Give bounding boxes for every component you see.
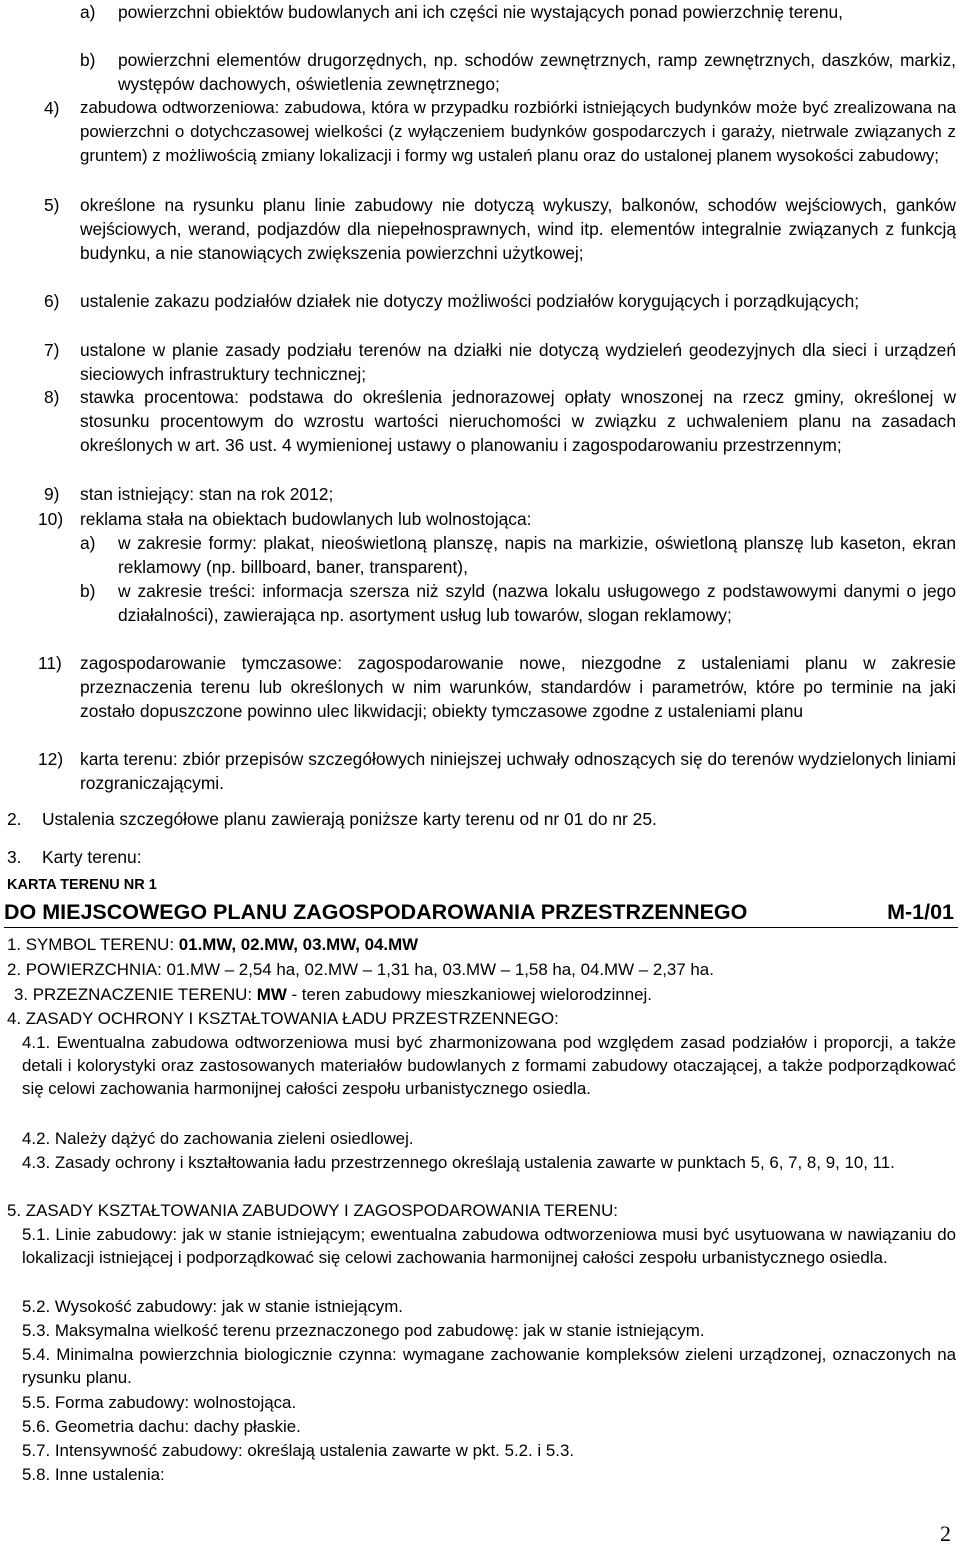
section-4-1: [22, 1032, 956, 1100]
list-item-12: [38, 747, 956, 795]
list-item-number: 5): [44, 195, 60, 215]
section-5-5: 5.5. Forma zabudowy: wolnostojąca.: [22, 1393, 297, 1412]
section-2: 2. POWIERZCHNIA: 01.MW – 2,54 ha, 02.MW – 1,31 ha, 03.MW – 1,58 ha, 04.MW – 2,37 ha.: [7, 960, 714, 979]
list-item-10a: [80, 531, 956, 579]
list-item-number: b): [80, 50, 96, 70]
list-item-text: powierzchni elementów drugorzędnych, np. schodów zewnętrznych, ramp zewnętrznych, daszków, markiz, występów dachowych, oświetlenia zewnętrznego;: [118, 50, 956, 95]
list-item-text: określone na rysunku planu linie zabudowy nie dotyczą wykuszy, balkonów, schodów wejściowych, ganków wejściowych, werand, podjazdów dla niepełnosprawnych, wind itp. elementów integralnie związanych z funkcją budynku, a nie stanowiących zwiększenia powierzchni użytkowej;: [80, 195, 956, 264]
section-5: 5. ZASADY KSZTAŁTOWANIA ZABUDOWY I ZAGOSPODAROWANIA TERENU:: [7, 1201, 618, 1220]
point-text: Karty terenu:: [42, 847, 142, 867]
point-number: 3.: [7, 847, 22, 867]
list-item-number: 10): [38, 509, 64, 529]
list-item-text: stan istniejący: stan na rok 2012;: [80, 484, 334, 504]
karta-label: KARTA TERENU NR 1: [7, 877, 157, 893]
point-2: [7, 807, 956, 831]
section-1: [7, 934, 956, 957]
page-number: 2: [940, 1521, 951, 1546]
karta-code: M-1/01: [887, 900, 954, 924]
point-3: [7, 845, 956, 869]
section-5-3: 5.3. Maksymalna wielkość terenu przeznaczonego pod zabudowę: jak w stanie istniejącym.: [22, 1321, 705, 1340]
list-item-text: karta terenu: zbiór przepisów szczegółowych niniejszej uchwały odnoszących się do terenów wydzielonych liniami rozgraniczającymi.: [80, 749, 956, 794]
list-item-text: ustalone w planie zasady podziału terenów na działki nie dotyczą wydzieleń geodezyjnych dla sieci i urządzeń sieciowych infrastruktury technicznej;: [80, 340, 956, 385]
section-5-1: 5.1. Linie zabudowy: jak w stanie istniejącym; ewentualna zabudowa odtworzeniowa musi być usytuowana w nawiązaniu do lokalizacji istniejącej i podporządkować się celowi zachowania harmonijnej całości zespołu urbanistycznego osiedla.: [22, 1225, 956, 1267]
list-item-a-top: [80, 0, 956, 24]
list-item-number: 7): [44, 340, 60, 360]
list-item-text: powierzchni obiektów budowlanych ani ich części nie wystających ponad powierzchnię terenu,: [118, 2, 844, 22]
section-3-symbol: MW: [256, 985, 287, 1004]
list-item-b-top: [80, 48, 956, 96]
section-1-value: 01.MW, 02.MW, 03.MW, 04.MW: [178, 935, 419, 954]
list-item-number: 12): [38, 749, 64, 769]
list-item-number: 8): [44, 387, 60, 407]
list-item-8: [44, 385, 956, 458]
list-item-text: reklama stała na obiektach budowlanych lub wolnostojąca:: [80, 509, 532, 529]
list-item-text: w zakresie treści: informacja szersza niż szyld (nazwa lokalu usługowego z podstawowymi danymi o jego działalności), zawierająca np. asortyment usług lub towarów, slogan reklamowy;: [118, 581, 956, 626]
section-1-label: 1. SYMBOL TERENU:: [7, 935, 179, 954]
list-item-5: [44, 193, 956, 266]
section-3-label: 3. PRZEZNACZENIE TERENU:: [14, 985, 257, 1004]
list-item-number: 4): [44, 98, 60, 118]
section-3: [14, 984, 956, 1007]
list-item-text: zagospodarowanie tymczasowe: zagospodarowanie nowe, niezgodne z ustaleniami planu w zakresie przeznaczenia terenu lub określonych w nim warunków, standardów i parametrów, które po terminie na jaki zostało dopuszczone powinno ulec likwidacji; obiekty tymczasowe zgodne z ustaleniami planu: [80, 653, 956, 722]
section-5-7: 5.7. Intensywność zabudowy: określają ustalenia zawarte w pkt. 5.2. i 5.3.: [22, 1441, 575, 1460]
section-5-2: 5.2. Wysokość zabudowy: jak w stanie istniejącym.: [22, 1297, 403, 1316]
list-item-number: b): [80, 581, 96, 601]
list-item-6: [44, 289, 956, 313]
section-4-1-text: 4.1. Ewentualna zabudowa odtworzeniowa musi być zharmonizowana pod względem zasad podziałów i proporcji, a także detali i kolorystyki oraz zastosowanych materiałów budowlanych z formami zabudowy otaczającej, a także podporządkować się celowi zachowania harmonijnej całości zespołu urbanistycznego osiedla.: [22, 1033, 956, 1098]
list-item-text: stawka procentowa: podstawa do określenia jednorazowej opłaty wnoszonej na rzecz gminy, określonej w stosunku procentowym do wzrostu wartości nieruchomości w związku z uchwaleniem planu na zasadach określonych w art. 36 ust. 4 wymienionej ustawy o planowaniu i zagospodarowaniu przestrzennym;: [80, 387, 956, 456]
list-item-10b: [80, 579, 956, 627]
point-number: 2.: [7, 809, 22, 829]
section-3-desc: - teren zabudowy mieszkaniowej wielorodzinnej.: [286, 985, 652, 1004]
section-5-6: 5.6. Geometria dachu: dachy płaskie.: [22, 1417, 301, 1436]
list-item-number: 6): [44, 291, 60, 311]
list-item-number: 11): [38, 653, 62, 673]
list-item-9: [44, 482, 956, 506]
section-5-4: 5.4. Minimalna powierzchnia biologicznie czynna: wymagane zachowanie kompleksów zieleni urządzonej, oznaczonych na rysunku planu.: [22, 1345, 956, 1387]
list-item-text: zabudowa odtworzeniowa: zabudowa, która w przypadku rozbiórki istniejących budynków może być zrealizowana na powierzchni o dotychczasowej wielkości (z wyłączeniem budynków gospodarczych i garaży, nietrwale związanych z gruntem) z możliwością zmiany lokalizacji i formy wg ustaleń planu oraz do ustalonej planem wysokości zabudowy;: [80, 98, 956, 166]
list-item-text: w zakresie formy: plakat, nieoświetloną planszę, napis na markizie, oświetloną planszę lub kaseton, ekran reklamowy (np. billboard, baner, transparent),: [118, 533, 956, 578]
list-item-11: [38, 651, 956, 724]
karta-title: DO MIEJSCOWEGO PLANU ZAGOSPODAROWANIA PRZESTRZENNEGO: [4, 900, 748, 924]
list-item-7: [44, 338, 956, 386]
list-item-text: ustalenie zakazu podziałów działek nie dotyczy możliwości podziałów korygujących i porządkujących;: [80, 291, 860, 311]
karta-title-row: [4, 898, 958, 928]
point-text: Ustalenia szczegółowe planu zawierają poniższe karty terenu od nr 01 do nr 25.: [42, 809, 657, 829]
list-item-10: [38, 507, 956, 531]
list-item-4: [44, 96, 956, 169]
section-4-3: 4.3. Zasady ochrony i kształtowania ładu przestrzennego określają ustalenia zawarte w punktach 5, 6, 7, 8, 9, 10, 11.: [22, 1153, 895, 1172]
list-item-number: a): [80, 533, 96, 553]
list-item-number: 9): [44, 484, 60, 504]
section-4: 4. ZASADY OCHRONY I KSZTAŁTOWANIA ŁADU PRZESTRZENNEGO:: [7, 1009, 559, 1028]
section-4-2: 4.2. Należy dążyć do zachowania zieleni osiedlowej.: [22, 1129, 414, 1148]
section-5-8: 5.8. Inne ustalenia:: [22, 1465, 165, 1484]
list-item-number: a): [80, 2, 96, 22]
